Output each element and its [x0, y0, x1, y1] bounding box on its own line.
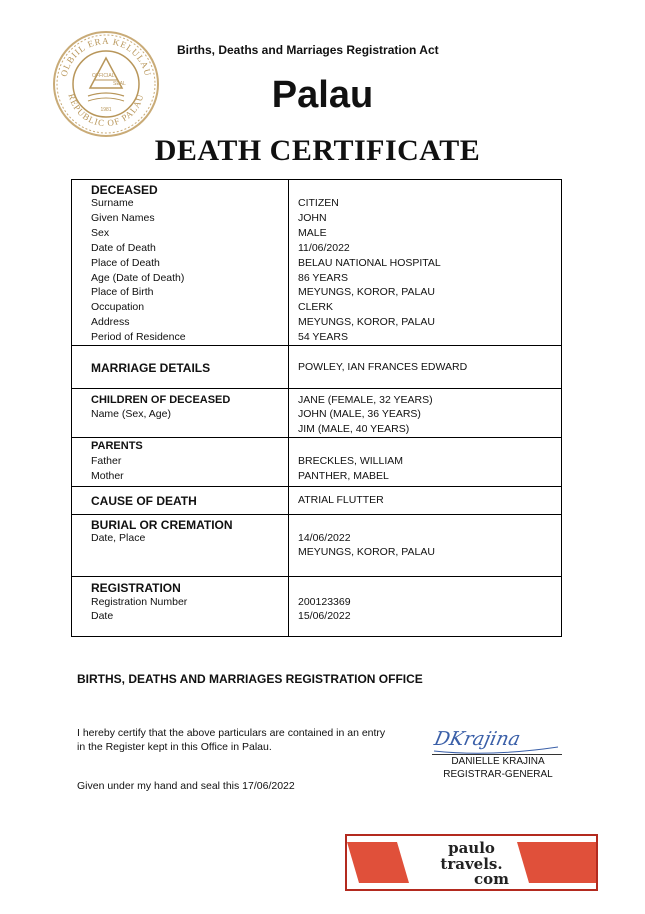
- cause-value: ATRIAL FLUTTER: [298, 494, 384, 506]
- section-burial: [72, 515, 561, 577]
- deceased-label: Given Names: [91, 212, 155, 224]
- section-parents: [72, 438, 561, 487]
- logo-line-3: com: [473, 870, 509, 888]
- office-heading: BIRTHS, DEATHS AND MARRIAGES REGISTRATION OFFICE: [77, 672, 423, 686]
- deceased-label: Age (Date of Death): [91, 272, 185, 284]
- signature-text: DKrajina: [432, 727, 523, 750]
- seal-inner-top: OFFICIAL: [92, 73, 115, 79]
- registration-number-label: Registration Number: [91, 596, 188, 608]
- deceased-label: Address: [91, 316, 130, 328]
- section-children: [72, 389, 561, 438]
- deceased-value: MEYUNGS, KOROR, PALAU: [298, 316, 435, 328]
- logo-line-2: travels.: [440, 855, 503, 873]
- section-registration: [72, 577, 561, 637]
- deceased-value: CITIZEN: [298, 197, 339, 209]
- deceased-label: Occupation: [91, 301, 145, 313]
- section-deceased: [72, 180, 561, 346]
- act-title: Births, Deaths and Marriages Registration Act: [177, 43, 439, 57]
- marriage-value: POWLEY, IAN FRANCES EDWARD: [298, 361, 468, 373]
- registration-date-value: 15/06/2022: [298, 610, 351, 622]
- burial-heading: BURIAL OR CREMATION: [91, 518, 233, 532]
- country-title: Palau: [271, 74, 374, 116]
- cause-heading: CAUSE OF DEATH: [91, 494, 197, 508]
- certification-line: I hereby certify that the above particulars are contained in an entry: [77, 727, 386, 739]
- certification-line: in the Register kept in this Office in Palau.: [77, 741, 272, 753]
- signature-line: [432, 754, 562, 755]
- deceased-label: Date of Death: [91, 242, 156, 254]
- deceased-value: JOHN: [298, 212, 327, 224]
- deceased-value: CLERK: [298, 301, 334, 313]
- deceased-label: Place of Death: [91, 257, 160, 269]
- deceased-value: MEYUNGS, KOROR, PALAU: [298, 286, 435, 298]
- deceased-label: Surname: [91, 197, 134, 209]
- deceased-heading: DECEASED: [91, 183, 158, 197]
- section-cause: [72, 487, 561, 515]
- paulo-travels-logo: [345, 834, 598, 891]
- certificate-table: [71, 179, 562, 637]
- registration-date-label: Date: [91, 610, 114, 622]
- father-label: Father: [91, 455, 122, 467]
- burial-label: Date, Place: [91, 532, 146, 544]
- child-value: JOHN (MALE, 36 YEARS): [298, 408, 421, 420]
- logo-line-1: paulo: [448, 839, 495, 857]
- mother-value: PANTHER, MABEL: [298, 470, 389, 482]
- burial-place: MEYUNGS, KOROR, PALAU: [298, 546, 435, 558]
- father-value: BRECKLES, WILLIAM: [298, 455, 404, 467]
- deceased-value: BELAU NATIONAL HOSPITAL: [298, 257, 441, 269]
- section-marriage: [72, 346, 561, 389]
- deceased-value: 11/06/2022: [298, 242, 350, 254]
- children-label: Name (Sex, Age): [91, 408, 171, 420]
- registrar-title: REGISTRAR-GENERAL: [443, 769, 553, 780]
- seal-inner-bottom: SEAL: [113, 81, 126, 87]
- seal-text-top: OLBIIL ERA KELULAU: [58, 35, 154, 78]
- registration-heading: REGISTRATION: [91, 581, 181, 595]
- deceased-value: MALE: [298, 227, 327, 239]
- marriage-heading: MARRIAGE DETAILS: [91, 361, 211, 375]
- document-title: DEATH CERTIFICATE: [154, 134, 481, 167]
- child-value: JANE (FEMALE, 32 YEARS): [298, 394, 433, 406]
- registrar-signature: [430, 723, 565, 757]
- child-value: JIM (MALE, 40 YEARS): [298, 423, 410, 435]
- seal-year: 1981: [100, 107, 112, 113]
- deceased-label: Sex: [91, 227, 110, 239]
- deceased-value: 54 YEARS: [298, 331, 349, 343]
- burial-date: 14/06/2022: [298, 532, 351, 544]
- deceased-label: Period of Residence: [91, 331, 186, 343]
- parents-heading: PARENTS: [91, 440, 143, 452]
- seal-text-bottom: REPUBLIC OF PALAU: [66, 92, 146, 129]
- deceased-value: 86 YEARS: [298, 272, 349, 284]
- deceased-label: Place of Birth: [91, 286, 154, 298]
- given-statement: Given under my hand and seal this 17/06/2022: [77, 780, 295, 792]
- certification-text: [77, 726, 427, 754]
- mother-label: Mother: [91, 470, 124, 482]
- registration-number-value: 200123369: [298, 596, 351, 608]
- children-heading: CHILDREN OF DECEASED: [91, 394, 231, 406]
- registrar-name: DANIELLE KRAJINA: [451, 756, 545, 767]
